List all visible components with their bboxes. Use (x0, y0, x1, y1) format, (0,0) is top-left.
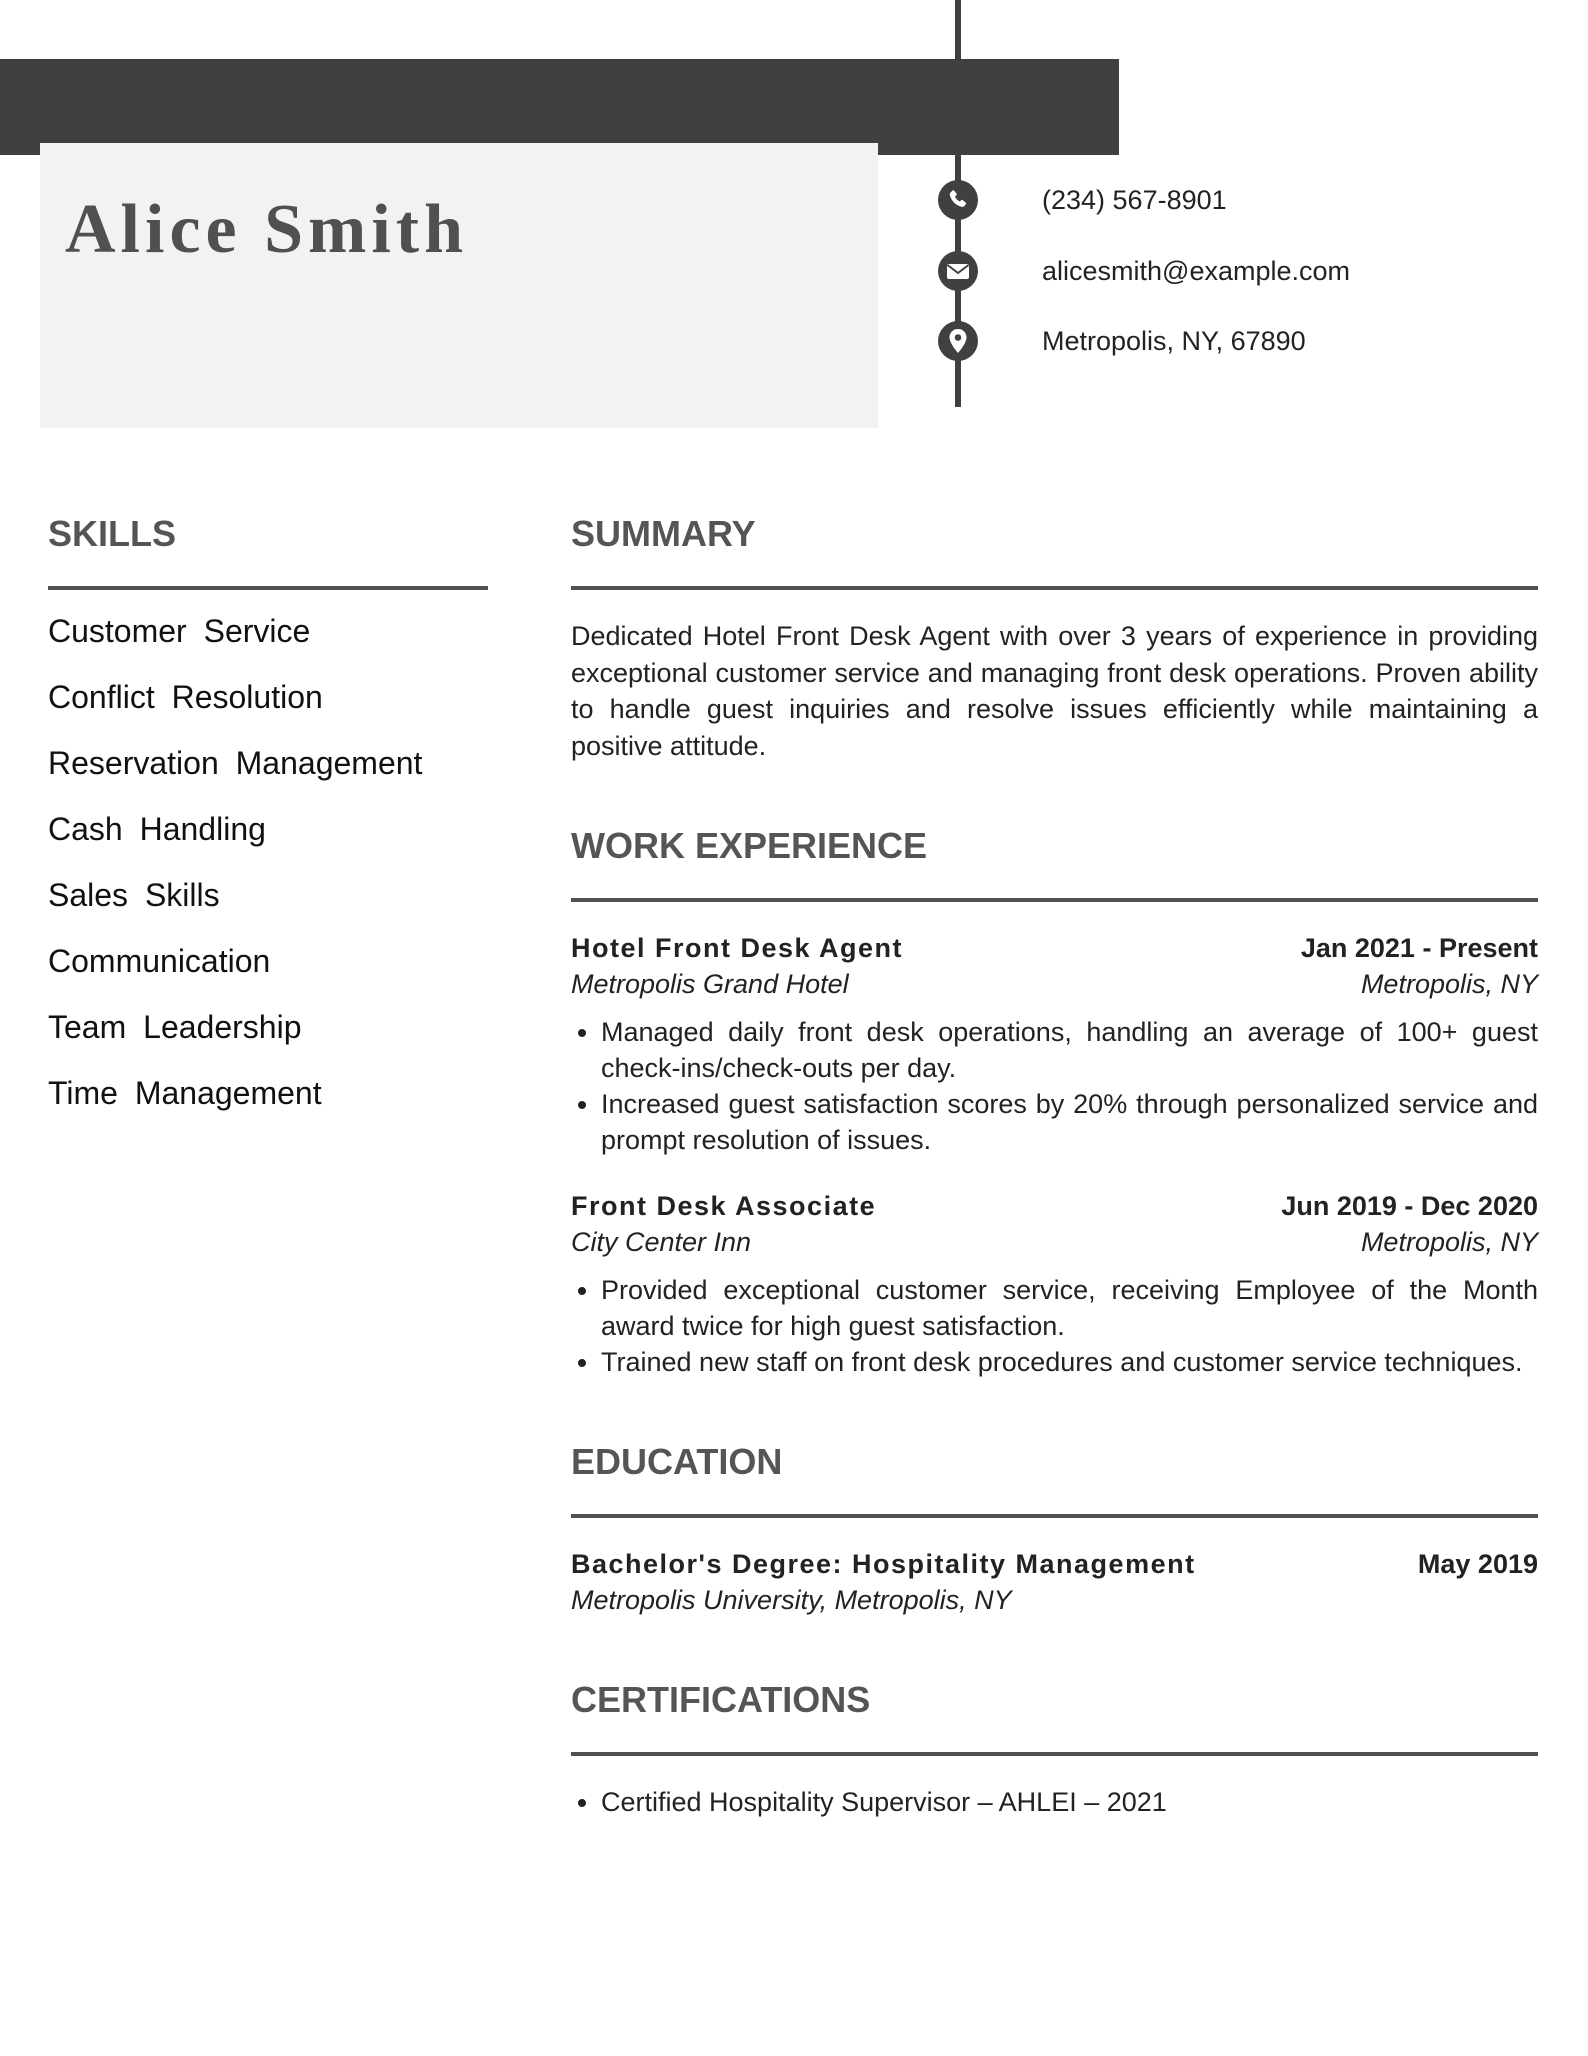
experience-divider (571, 898, 1538, 902)
job-employer-row (571, 966, 1538, 1002)
certifications-divider (571, 1752, 1538, 1756)
certifications-heading: CERTIFICATIONS (571, 1679, 871, 1720)
certifications-section (571, 1676, 1538, 1820)
education-header-row (571, 1546, 1538, 1582)
experience-heading: WORK EXPERIENCE (571, 825, 928, 866)
skill-item: Conflict Resolution (48, 679, 323, 715)
name-panel (40, 143, 878, 428)
job-header-row (571, 1188, 1538, 1224)
phone-icon (938, 180, 978, 220)
experience-section (571, 822, 1538, 1380)
certifications-list (571, 1784, 1538, 1820)
skill-item: Sales Skills (48, 877, 220, 913)
job-employer-row (571, 1224, 1538, 1260)
skill-item: Time Management (48, 1075, 322, 1111)
education-entry (571, 1546, 1538, 1618)
school-name: Metropolis University, Metropolis, NY (571, 1585, 1012, 1615)
skills-list (48, 612, 488, 1140)
phone-text: (234) 567-8901 (1042, 184, 1227, 215)
job-location: Metropolis, NY (1360, 969, 1538, 999)
summary-divider (571, 586, 1538, 590)
contact-email (938, 251, 1350, 291)
summary-text: Dedicated Hotel Front Desk Agent with over 3 years of experience in providing exceptional customer service and managing front desk operations. Proven ability to handle guest inquiries and resolve issues efficiently while maintaining a positive attitude. (571, 621, 1538, 761)
main-column (571, 510, 1538, 1820)
job-title: Hotel Front Desk Agent (571, 933, 904, 963)
contact-phone (938, 180, 1227, 220)
location-text: Metropolis, NY, 67890 (1042, 325, 1306, 356)
job-company: Metropolis Grand Hotel (571, 969, 849, 999)
map-pin-icon (938, 321, 978, 361)
job-entry (571, 1188, 1538, 1380)
envelope-icon (938, 251, 978, 291)
candidate-name: Alice Smith (65, 191, 469, 268)
education-school-row (571, 1582, 1538, 1618)
job-company: City Center Inn (571, 1227, 752, 1257)
summary-section (571, 510, 1538, 764)
skill-item: Communication (48, 943, 271, 979)
email-text: alicesmith@example.com (1042, 255, 1351, 286)
education-heading: EDUCATION (571, 1441, 783, 1482)
skills-section (48, 510, 488, 1140)
skill-item: Team Leadership (48, 1009, 302, 1045)
skills-divider (48, 586, 488, 590)
certification-item: • Certified Hospitality Supervisor – AHLEI – 2021 (601, 1784, 1538, 1820)
header-bar (0, 59, 1119, 155)
skills-heading: SKILLS (48, 513, 177, 554)
job-bullet: • Increased guest satisfaction scores by 20% through personalized service and prompt resolution of issues. (601, 1086, 1538, 1158)
skill-item: Reservation Management (48, 745, 423, 781)
job-bullet: • Trained new staff on front desk procedures and customer service techniques. (601, 1344, 1538, 1380)
job-location: Metropolis, NY (1360, 1227, 1538, 1257)
job-bullets (571, 1272, 1538, 1380)
job-bullets (571, 1014, 1538, 1158)
job-bullet: • Provided exceptional customer service, receiving Employee of the Month award twice for high guest satisfaction. (601, 1272, 1538, 1344)
job-bullet: • Managed daily front desk operations, handling an average of 100+ guest check-ins/check-outs per day. (601, 1014, 1538, 1086)
skill-item: Cash Handling (48, 811, 266, 847)
education-section (571, 1438, 1538, 1618)
job-title: Front Desk Associate (571, 1191, 877, 1221)
job-dates: Jan 2021 - Present (1300, 933, 1538, 963)
graduation-date: May 2019 (1417, 1549, 1538, 1579)
job-dates: Jun 2019 - Dec 2020 (1281, 1191, 1538, 1221)
skill-item: Customer Service (48, 613, 311, 649)
education-divider (571, 1514, 1538, 1518)
job-header-row (571, 930, 1538, 966)
summary-heading: SUMMARY (571, 513, 756, 554)
job-entry (571, 930, 1538, 1158)
contact-location (938, 321, 1306, 361)
degree-title: Bachelor's Degree: Hospitality Management (571, 1549, 1196, 1579)
